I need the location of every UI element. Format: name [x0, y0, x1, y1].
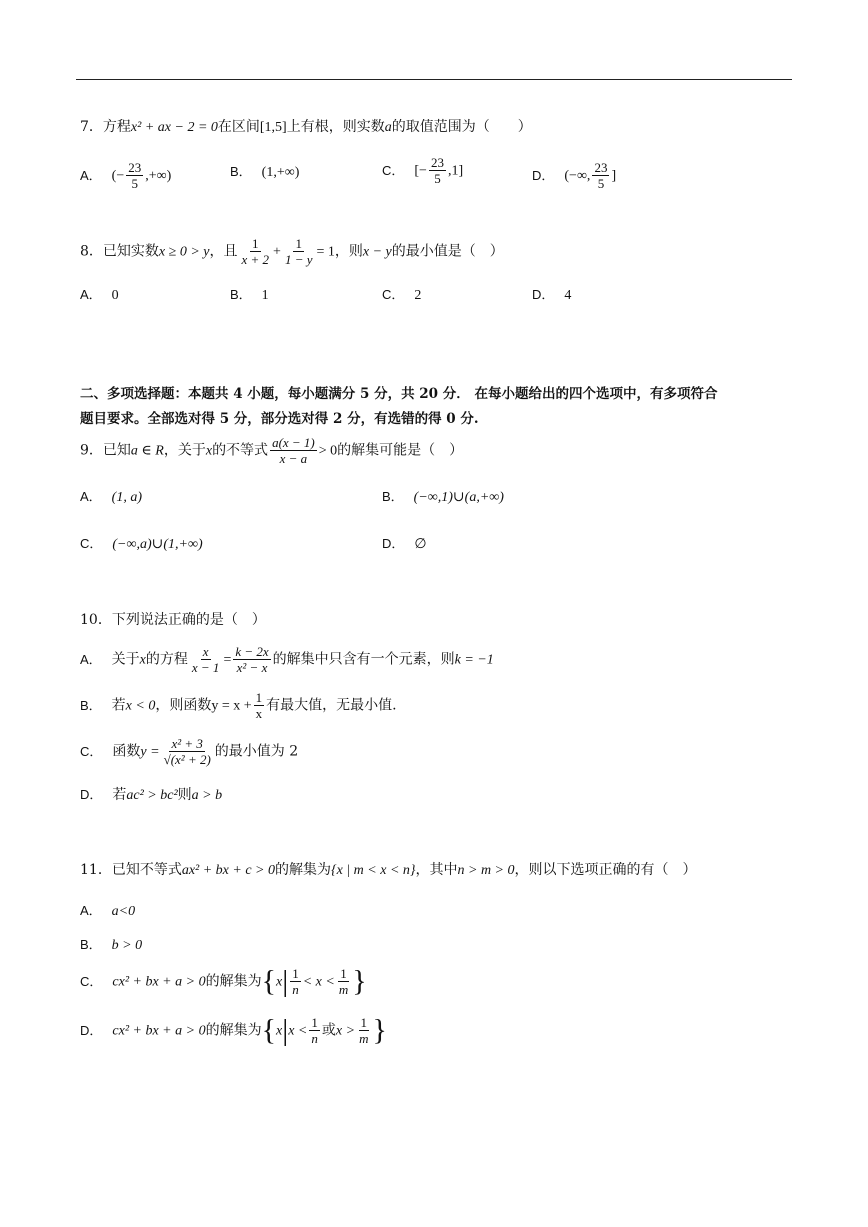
q7-var-a: a — [384, 120, 392, 135]
fraction — [162, 736, 213, 767]
q11-text-3: ，其中 — [415, 862, 458, 878]
header-rule — [76, 79, 792, 80]
q9-text-1: 已知 — [102, 442, 131, 459]
option-text: (− — [111, 168, 125, 184]
option-text: 的解集为 — [205, 1022, 262, 1039]
q9-option-c[interactable] — [80, 535, 203, 554]
question-number: 7． — [80, 119, 103, 135]
option-text: ，则函数 — [155, 697, 212, 714]
q11-text-4: ，则以下选项正确的有（ ） — [514, 862, 697, 878]
option-text: 0 — [111, 288, 119, 303]
option-text: ] — [611, 168, 617, 184]
section-2-heading: 二、多项选择题：本题共 4 小题，每小题满分 5 分，共 20 分． 在每小题给出的四个选项中，有多项符合 — [80, 386, 718, 402]
q11-solution-set: {x | m < x < n} — [331, 863, 416, 878]
q7-option-a[interactable] — [80, 160, 171, 191]
option-label: D． — [532, 167, 555, 183]
option-condition: ac² > bc² — [126, 788, 178, 803]
fraction-num: 1 — [252, 236, 259, 251]
option-text: 关于 — [111, 651, 140, 668]
option-text: 若 — [111, 697, 126, 714]
q10-option-a[interactable] — [80, 644, 494, 675]
q8-text-1: 已知实数 — [102, 243, 159, 260]
option-label: A． — [80, 903, 102, 918]
question-number: 9． — [80, 442, 103, 459]
fraction-num: 23 — [430, 155, 444, 170]
q7-text-2: 在区间 — [217, 119, 260, 135]
fraction-den: n — [311, 1031, 318, 1046]
q7-option-c[interactable] — [382, 155, 463, 186]
question-10-stem — [80, 611, 266, 629]
set-condition: < x < — [302, 974, 335, 990]
fraction-num: 1 — [255, 690, 263, 705]
fraction-den: √(x² + 2) — [163, 752, 211, 767]
option-label: B． — [80, 697, 102, 713]
option-label: A． — [80, 489, 102, 504]
q9-gt: > 0 — [318, 443, 338, 459]
fraction — [126, 160, 143, 191]
fraction-num: a(x − 1) — [272, 435, 315, 450]
fraction-den: m — [338, 982, 349, 997]
option-text: 2 — [414, 288, 422, 303]
fraction — [309, 1015, 320, 1046]
q9-var-x: x — [205, 443, 213, 459]
option-label: C． — [80, 536, 103, 551]
set-var: x — [275, 974, 283, 990]
set-condition: x < — [288, 1023, 308, 1039]
fraction-num: 1 — [295, 236, 302, 251]
question-number: 8． — [80, 243, 103, 260]
q7-option-d[interactable] — [532, 160, 616, 191]
option-text: ,1] — [447, 163, 464, 179]
option-label: B． — [80, 937, 102, 952]
q8-option-c[interactable] — [382, 286, 421, 305]
right-brace: } — [372, 1013, 387, 1047]
fraction — [239, 236, 271, 267]
option-text: (−∞,a)∪(1,+∞) — [112, 537, 203, 552]
fraction — [283, 236, 315, 267]
option-text: 1 — [261, 288, 269, 303]
q8-option-a[interactable] — [80, 286, 119, 305]
option-label: B． — [230, 287, 252, 302]
option-text: 4 — [564, 288, 572, 303]
fraction-den: x — [255, 706, 263, 721]
q11-option-d[interactable] — [80, 1015, 387, 1046]
fraction-num: x² + 3 — [171, 736, 203, 751]
option-inequality: cx² + bx + a > 0 — [112, 974, 206, 990]
option-text: 的方程 — [145, 651, 188, 668]
q7-equation: x² + ax − 2 = 0 — [130, 120, 218, 135]
fraction-num: 1 — [311, 1015, 318, 1030]
q7-interval: [1,5] — [259, 120, 287, 135]
q10-option-d[interactable] — [80, 786, 222, 805]
q7-option-b[interactable] — [230, 163, 299, 182]
option-text: 则 — [177, 787, 192, 803]
option-label: D． — [532, 287, 555, 302]
q11-option-a[interactable] — [80, 902, 135, 921]
q11-option-c[interactable] — [80, 966, 367, 997]
q9-condition: a ∈ R — [130, 443, 164, 459]
fraction-den: x + 2 — [241, 252, 270, 267]
fraction-num: 23 — [594, 160, 608, 175]
option-label: D． — [382, 536, 405, 551]
fraction-num: 23 — [128, 160, 142, 175]
equals-sign: = — [223, 652, 232, 668]
set-bar: | — [282, 964, 289, 998]
question-7-stem — [80, 118, 532, 137]
fraction — [254, 690, 265, 721]
fraction — [233, 644, 270, 675]
option-label: B． — [230, 164, 252, 179]
q8-text-4: 的最小值是（ ） — [391, 243, 504, 260]
option-condition: x < 0 — [125, 698, 156, 714]
q11-text-1: 已知不等式 — [111, 862, 182, 878]
fraction-num: 1 — [292, 966, 299, 981]
option-label: C． — [80, 743, 103, 759]
fraction — [592, 160, 609, 191]
option-label: C． — [80, 973, 103, 989]
option-var: x — [139, 652, 146, 668]
option-label: D． — [80, 1022, 103, 1038]
option-text: ∅ — [414, 537, 427, 552]
option-text: ,+∞) — [145, 168, 172, 184]
q9-text-2: ，关于 — [163, 442, 206, 459]
q8-expr: x − y — [362, 244, 392, 260]
option-label: A． — [80, 167, 102, 183]
q8-option-d[interactable] — [532, 286, 571, 305]
q9-text-3: 的不等式 — [212, 442, 269, 459]
option-result: k = −1 — [454, 652, 494, 668]
fraction — [337, 966, 350, 997]
q9-text-4: 的解集可能是（ ） — [337, 442, 464, 459]
q7-text-1: 方程 — [102, 119, 131, 135]
option-text: (1, a) — [111, 490, 142, 505]
fraction-den: 5 — [434, 171, 441, 186]
option-function: y = x + — [211, 698, 252, 714]
left-brace: { — [261, 964, 276, 998]
question-number: 11． — [80, 862, 112, 878]
q7-text-4: 的取值范围为（ ） — [391, 119, 532, 135]
fraction-den: 5 — [131, 176, 138, 191]
fraction-num: 1 — [340, 966, 347, 981]
question-9-stem — [80, 435, 463, 466]
fraction-num: x — [202, 644, 209, 659]
option-text: b > 0 — [111, 938, 143, 953]
q10-option-c[interactable] — [80, 736, 298, 767]
option-text: 函数 — [112, 743, 141, 760]
q11-inequality: ax² + bx + c > 0 — [181, 863, 276, 878]
option-function: y = — [140, 744, 160, 760]
fraction — [190, 644, 222, 675]
q9-option-b[interactable] — [382, 488, 504, 507]
question-number: 10． — [80, 612, 112, 628]
fraction-den: x − 1 — [191, 660, 220, 675]
option-text: 的解集为 — [205, 973, 262, 990]
option-result: a > b — [191, 788, 223, 803]
q10-text: 下列说法正确的是（ ） — [111, 612, 266, 628]
right-brace: } — [352, 964, 367, 998]
option-text: (−∞,1)∪(a,+∞) — [413, 490, 504, 505]
set-bar: | — [282, 1013, 289, 1047]
q9-option-a[interactable] — [80, 488, 142, 507]
fraction-den: n — [292, 982, 299, 997]
equals-one: = 1 — [316, 244, 335, 260]
fraction-den: 1 − y — [284, 252, 313, 267]
fraction-num: 1 — [360, 1015, 367, 1030]
question-8-stem — [80, 236, 504, 267]
option-label: A． — [80, 651, 102, 667]
option-text: 的最小值为 2 — [214, 743, 299, 760]
option-text: 有最大值，无最小值. — [266, 697, 397, 714]
fraction-num: k − 2x — [235, 644, 269, 659]
plus-sign: + — [273, 244, 281, 260]
option-label: B． — [382, 489, 404, 504]
option-label: C． — [382, 287, 405, 302]
option-label: D． — [80, 787, 103, 802]
section-2-heading-cont: 题目要求。全部选对得 5 分，部分选对得 2 分，有选错的得 0 分. — [80, 411, 479, 427]
option-text: a<0 — [111, 904, 136, 919]
q11-option-b[interactable] — [80, 936, 142, 955]
option-inequality: cx² + bx + a > 0 — [112, 1023, 206, 1039]
fraction-den: x² − x — [236, 660, 268, 675]
fraction-den: x − a — [279, 451, 308, 466]
q8-text-3: ，则 — [334, 243, 363, 260]
q7-text-3: 上有根，则实数 — [286, 119, 385, 135]
q11-condition: n > m > 0 — [457, 863, 515, 878]
option-text: (1,+∞) — [261, 165, 300, 180]
q9-option-d[interactable] — [382, 535, 427, 554]
option-text: 若 — [112, 787, 127, 803]
question-11-stem — [80, 861, 697, 880]
q11-text-2: 的解集为 — [275, 862, 332, 878]
fraction — [357, 1015, 370, 1046]
or-word: 或 — [321, 1022, 336, 1039]
set-var: x — [275, 1023, 283, 1039]
fraction — [290, 966, 301, 997]
option-label: C． — [382, 162, 405, 178]
fraction-den: 5 — [597, 176, 605, 191]
q8-option-b[interactable] — [230, 286, 269, 305]
q8-condition: x ≥ 0 > y — [158, 244, 210, 260]
fraction — [429, 155, 446, 186]
option-label: A． — [80, 287, 102, 302]
q8-text-2: ，且 — [209, 243, 238, 260]
left-brace: { — [261, 1013, 276, 1047]
set-condition: x > — [335, 1023, 356, 1039]
fraction — [270, 435, 317, 466]
option-text: 的解集中只含有一个元素，则 — [272, 651, 455, 668]
option-text: (−∞, — [564, 168, 591, 184]
q10-option-b[interactable] — [80, 690, 397, 721]
fraction-den: m — [359, 1031, 369, 1046]
option-text: [− — [414, 163, 427, 179]
